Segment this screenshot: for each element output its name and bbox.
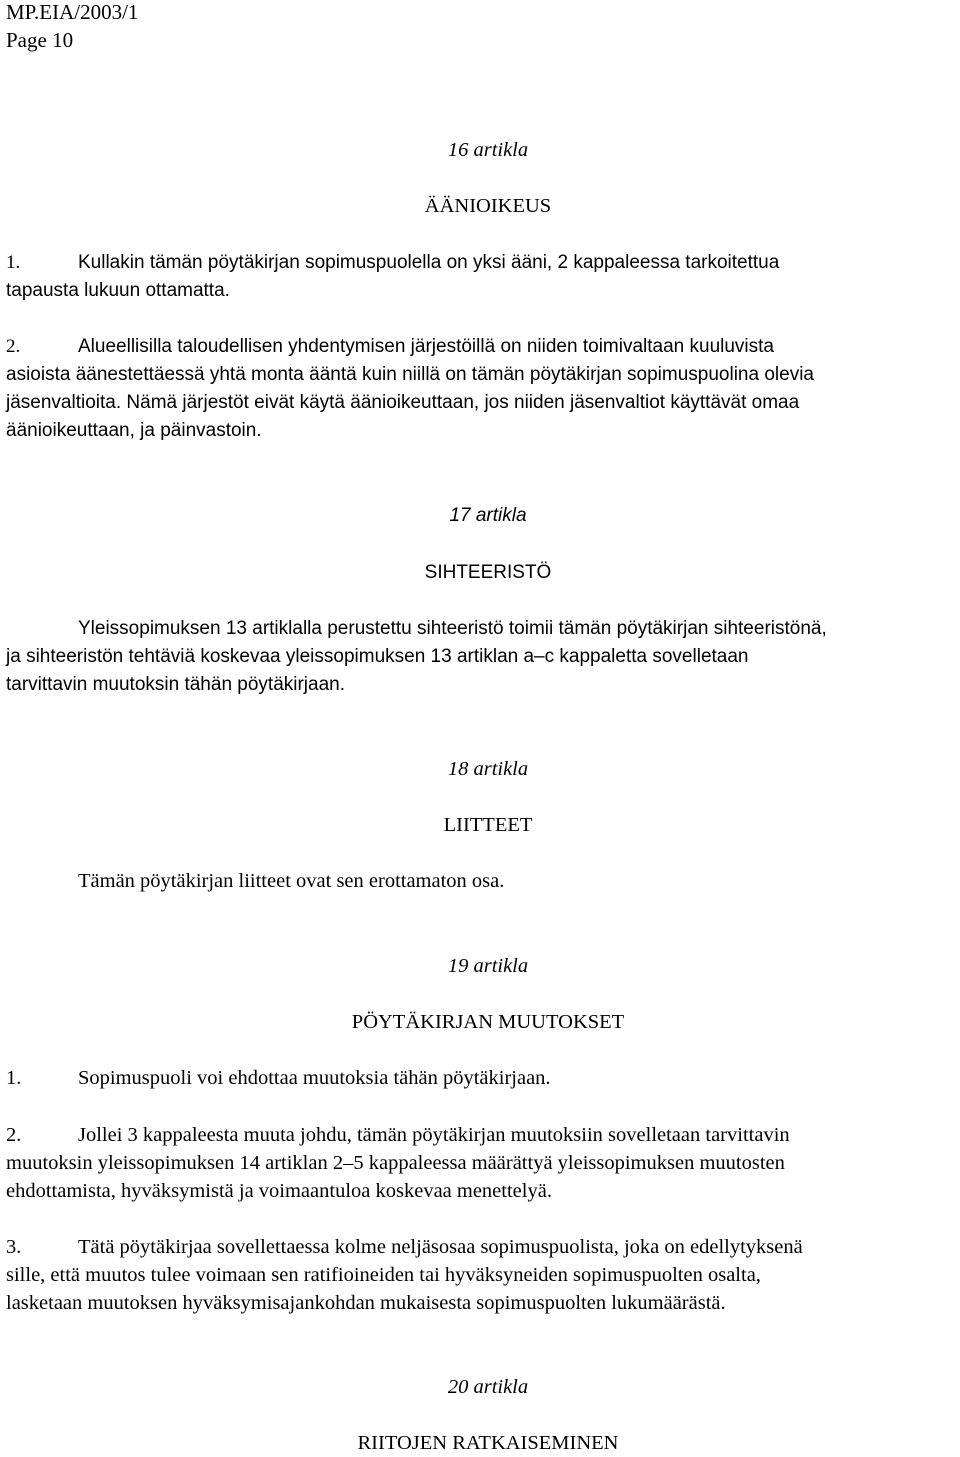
paragraph-text: Kullakin tämän pöytäkirjan sopimuspuolella on yksi ääni, 2 kappaleessa tarkoitettua bbox=[78, 252, 780, 273]
article-20-number: 20 artikla bbox=[447, 1376, 529, 1398]
paragraph-text: äänioikeuttaan, ja päinvastoin. bbox=[6, 420, 262, 441]
article-16-paragraph-2 bbox=[6, 333, 960, 445]
article-18-number: 18 artikla bbox=[447, 758, 529, 780]
article-19-paragraph-3 bbox=[6, 1233, 960, 1317]
article-16-number: 16 artikla bbox=[447, 139, 529, 161]
article-19-title: PÖYTÄKIRJAN MUUTOKSET bbox=[351, 1011, 625, 1033]
paragraph-text: Tämän pöytäkirjan liitteet ovat sen erottamaton osa. bbox=[78, 870, 505, 892]
paragraph-text: Sopimuspuoli voi ehdottaa muutoksia tähän pöytäkirjaan. bbox=[78, 1067, 551, 1089]
article-20-title: RIITOJEN RATKAISEMINEN bbox=[357, 1432, 619, 1454]
paragraph-text: tapausta lukuun ottamatta. bbox=[6, 280, 230, 301]
paragraph-text: Tätä pöytäkirjaa sovellettaessa kolme neljäsosaa sopimuspuolista, joka on edellytyksenä bbox=[78, 1236, 803, 1258]
article-16-title: ÄÄNIOIKEUS bbox=[424, 195, 552, 217]
page-number: Page 10 bbox=[6, 28, 74, 52]
article-16-paragraph-1 bbox=[6, 249, 960, 305]
article-19-paragraph-2 bbox=[6, 1121, 960, 1205]
paragraph-text: ja sihteeristön tehtäviä koskevaa yleissopimuksen 13 artiklan a–c kappaletta sovelletaan bbox=[6, 646, 749, 667]
paragraph-number: 2. bbox=[6, 336, 21, 357]
paragraph-text: muutoksin yleissopimuksen 14 artiklan 2–5 kappaleessa määrättyä yleissopimuksen muutosten bbox=[6, 1152, 785, 1174]
paragraph-text: Jollei 3 kappaleesta muuta johdu, tämän pöytäkirjan muutoksiin sovelletaan tarvittavin bbox=[78, 1124, 790, 1146]
article-17-title: SIHTEERISTÖ bbox=[424, 562, 552, 583]
paragraph-text: tarvittavin muutoksin tähän pöytäkirjaan. bbox=[6, 674, 346, 695]
document-id: MP.EIA/2003/1 bbox=[6, 0, 139, 24]
article-19-paragraph-1 bbox=[6, 1064, 960, 1092]
paragraph-text: Yleissopimuksen 13 artiklalla perustettu sihteeristö toimii tämän pöytäkirjan sihteeristönä, bbox=[78, 618, 827, 639]
article-17-paragraph bbox=[6, 615, 960, 699]
paragraph-number: 3. bbox=[6, 1236, 22, 1258]
paragraph-text: Alueellisilla taloudellisen yhdentymisen järjestöillä on niiden toimivaltaan kuuluvista bbox=[78, 336, 774, 357]
paragraph-number: 1. bbox=[6, 1067, 22, 1089]
article-19-number: 19 artikla bbox=[447, 955, 529, 977]
paragraph-text: Nämä järjestöt eivät käytä äänioikeuttaan, jos niiden jäsenvaltiot käyttävät omaa bbox=[126, 392, 800, 413]
paragraph-text: ehdottamista, hyväksymistä ja voimaantuloa koskevaa menettelyä. bbox=[6, 1180, 552, 1202]
paragraph-text: lasketaan muutoksen hyväksymisajankohdan mukaisesta sopimuspuolten lukumäärästä. bbox=[6, 1292, 726, 1314]
paragraph-number: 1. bbox=[6, 252, 21, 273]
paragraph-text: jäsenvaltioita. bbox=[6, 392, 122, 413]
article-18-paragraph bbox=[6, 867, 960, 895]
article-18-title: LIITTEET bbox=[443, 814, 533, 836]
paragraph-number: 2. bbox=[6, 1124, 22, 1146]
paragraph-text: sille, että muutos tulee voimaan sen ratifioineiden tai hyväksyneiden sopimuspuolten osalta, bbox=[6, 1264, 761, 1286]
article-17-number: 17 artikla bbox=[449, 505, 527, 526]
paragraph-text: asioista äänestettäessä yhtä monta ääntä kuin niillä on tämän pöytäkirjan sopimuspuolina olevia bbox=[6, 364, 814, 385]
